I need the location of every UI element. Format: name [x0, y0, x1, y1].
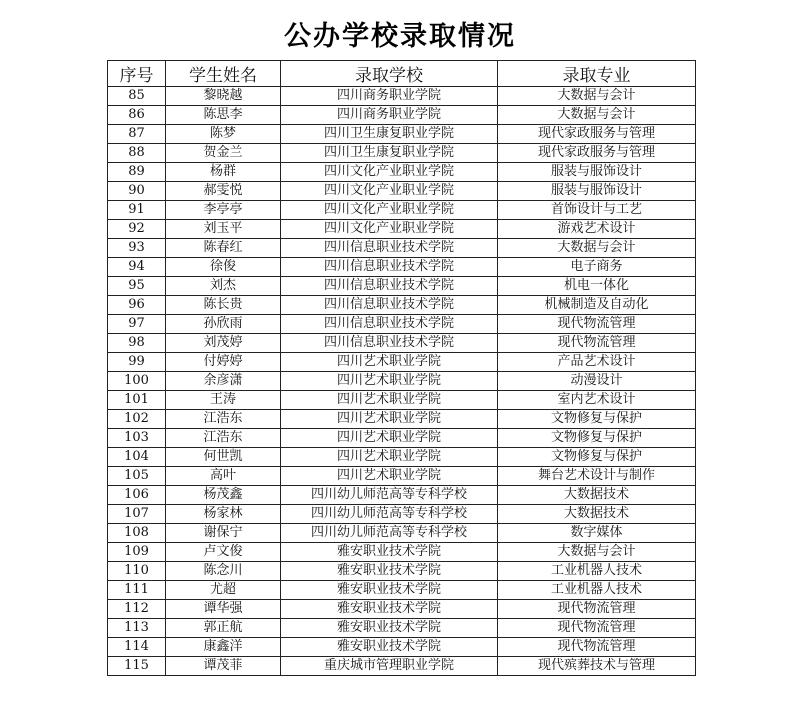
cell-serial-number: 111 [108, 581, 166, 600]
cell-admitted-school: 四川艺术职业学院 [281, 391, 498, 410]
cell-student-name: 刘茂婷 [166, 334, 281, 353]
cell-serial-number: 92 [108, 220, 166, 239]
cell-student-name: 高叶 [166, 467, 281, 486]
cell-student-name: 杨群 [166, 163, 281, 182]
cell-admitted-school: 四川艺术职业学院 [281, 467, 498, 486]
cell-student-name: 贺金兰 [166, 144, 281, 163]
cell-admitted-school: 四川信息职业技术学院 [281, 239, 498, 258]
cell-admitted-major: 产品艺术设计 [498, 353, 696, 372]
cell-serial-number: 87 [108, 125, 166, 144]
cell-student-name: 黎晓越 [166, 87, 281, 106]
cell-admitted-school: 雅安职业技术学院 [281, 619, 498, 638]
cell-student-name: 杨茂鑫 [166, 486, 281, 505]
cell-serial-number: 108 [108, 524, 166, 543]
cell-serial-number: 107 [108, 505, 166, 524]
cell-admitted-major: 首饰设计与工艺 [498, 201, 696, 220]
cell-serial-number: 115 [108, 657, 166, 676]
table-row [108, 562, 696, 581]
cell-student-name: 谭茂菲 [166, 657, 281, 676]
cell-student-name: 陈念川 [166, 562, 281, 581]
table-row [108, 296, 696, 315]
table-row [108, 315, 696, 334]
cell-serial-number: 103 [108, 429, 166, 448]
cell-admitted-major: 工业机器人技术 [498, 581, 696, 600]
header-admitted-school: 录取学校 [281, 61, 498, 87]
table-row [108, 163, 696, 182]
cell-serial-number: 90 [108, 182, 166, 201]
cell-serial-number: 97 [108, 315, 166, 334]
cell-admitted-major: 现代物流管理 [498, 600, 696, 619]
cell-admitted-school: 雅安职业技术学院 [281, 600, 498, 619]
table-body [108, 87, 696, 676]
cell-student-name: 王涛 [166, 391, 281, 410]
cell-student-name: 卢文俊 [166, 543, 281, 562]
cell-admitted-school: 四川艺术职业学院 [281, 372, 498, 391]
cell-student-name: 何世凯 [166, 448, 281, 467]
cell-admitted-major: 工业机器人技术 [498, 562, 696, 581]
cell-admitted-major: 数字媒体 [498, 524, 696, 543]
cell-admitted-school: 四川幼儿师范高等专科学校 [281, 505, 498, 524]
cell-admitted-major: 大数据与会计 [498, 239, 696, 258]
cell-admitted-major: 大数据与会计 [498, 87, 696, 106]
cell-student-name: 付婷婷 [166, 353, 281, 372]
cell-admitted-school: 四川文化产业职业学院 [281, 182, 498, 201]
cell-serial-number: 100 [108, 372, 166, 391]
cell-student-name: 刘玉平 [166, 220, 281, 239]
cell-admitted-school: 四川幼儿师范高等专科学校 [281, 486, 498, 505]
cell-admitted-major: 机电一体化 [498, 277, 696, 296]
cell-admitted-major: 服装与服饰设计 [498, 182, 696, 201]
cell-student-name: 尤超 [166, 581, 281, 600]
table-row [108, 144, 696, 163]
cell-serial-number: 98 [108, 334, 166, 353]
cell-admitted-school: 四川信息职业技术学院 [281, 334, 498, 353]
cell-student-name: 郭正航 [166, 619, 281, 638]
table-header [108, 61, 696, 87]
cell-admitted-major: 文物修复与保护 [498, 429, 696, 448]
cell-admitted-school: 雅安职业技术学院 [281, 543, 498, 562]
cell-admitted-major: 现代物流管理 [498, 315, 696, 334]
table-row [108, 87, 696, 106]
cell-admitted-major: 大数据与会计 [498, 106, 696, 125]
cell-serial-number: 110 [108, 562, 166, 581]
cell-student-name: 陈梦 [166, 125, 281, 144]
table-row [108, 543, 696, 562]
table-row [108, 410, 696, 429]
cell-admitted-major: 机械制造及自动化 [498, 296, 696, 315]
table-row [108, 638, 696, 657]
page-title: 公办学校录取情况 [284, 21, 516, 52]
table-row [108, 429, 696, 448]
cell-admitted-major: 游戏艺术设计 [498, 220, 696, 239]
table-row [108, 334, 696, 353]
header-student-name: 学生姓名 [166, 61, 281, 87]
table-row [108, 125, 696, 144]
cell-serial-number: 109 [108, 543, 166, 562]
cell-admitted-major: 电子商务 [498, 258, 696, 277]
cell-admitted-major: 文物修复与保护 [498, 410, 696, 429]
table-row [108, 467, 696, 486]
cell-admitted-major: 现代家政服务与管理 [498, 144, 696, 163]
cell-student-name: 余彦潇 [166, 372, 281, 391]
cell-admitted-school: 四川文化产业职业学院 [281, 163, 498, 182]
cell-admitted-school: 四川信息职业技术学院 [281, 315, 498, 334]
cell-serial-number: 86 [108, 106, 166, 125]
cell-admitted-major: 现代物流管理 [498, 619, 696, 638]
cell-serial-number: 85 [108, 87, 166, 106]
cell-admitted-school: 四川卫生康复职业学院 [281, 144, 498, 163]
cell-student-name: 杨家林 [166, 505, 281, 524]
cell-student-name: 刘杰 [166, 277, 281, 296]
cell-admitted-school: 雅安职业技术学院 [281, 581, 498, 600]
table-row [108, 581, 696, 600]
cell-admitted-school: 重庆城市管理职业学院 [281, 657, 498, 676]
cell-admitted-school: 四川艺术职业学院 [281, 448, 498, 467]
table-row [108, 448, 696, 467]
cell-student-name: 谢保宁 [166, 524, 281, 543]
cell-serial-number: 93 [108, 239, 166, 258]
cell-admitted-school: 四川卫生康复职业学院 [281, 125, 498, 144]
cell-student-name: 陈春红 [166, 239, 281, 258]
cell-student-name: 江浩东 [166, 410, 281, 429]
cell-admitted-school: 四川商务职业学院 [281, 87, 498, 106]
cell-student-name: 郝雯悦 [166, 182, 281, 201]
table-row [108, 106, 696, 125]
cell-admitted-major: 室内艺术设计 [498, 391, 696, 410]
table-row [108, 486, 696, 505]
cell-serial-number: 89 [108, 163, 166, 182]
cell-serial-number: 96 [108, 296, 166, 315]
cell-admitted-school: 四川艺术职业学院 [281, 353, 498, 372]
cell-serial-number: 95 [108, 277, 166, 296]
cell-student-name: 孙欣雨 [166, 315, 281, 334]
cell-admitted-school: 四川信息职业技术学院 [281, 296, 498, 315]
table-row [108, 277, 696, 296]
cell-admitted-major: 现代殡葬技术与管理 [498, 657, 696, 676]
table-row [108, 619, 696, 638]
cell-serial-number: 99 [108, 353, 166, 372]
cell-admitted-school: 四川文化产业职业学院 [281, 220, 498, 239]
cell-admitted-major: 服装与服饰设计 [498, 163, 696, 182]
cell-student-name: 康鑫洋 [166, 638, 281, 657]
table-row [108, 258, 696, 277]
cell-serial-number: 104 [108, 448, 166, 467]
admissions-table [107, 60, 696, 676]
cell-admitted-major: 舞台艺术设计与制作 [498, 467, 696, 486]
cell-serial-number: 114 [108, 638, 166, 657]
cell-serial-number: 88 [108, 144, 166, 163]
table-row [108, 600, 696, 619]
cell-student-name: 李亭亭 [166, 201, 281, 220]
cell-admitted-major: 文物修复与保护 [498, 448, 696, 467]
cell-admitted-school: 四川艺术职业学院 [281, 410, 498, 429]
cell-admitted-major: 现代物流管理 [498, 334, 696, 353]
cell-admitted-major: 现代家政服务与管理 [498, 125, 696, 144]
cell-serial-number: 106 [108, 486, 166, 505]
cell-admitted-major: 大数据技术 [498, 505, 696, 524]
table-row [108, 201, 696, 220]
cell-serial-number: 112 [108, 600, 166, 619]
cell-serial-number: 91 [108, 201, 166, 220]
cell-admitted-major: 大数据与会计 [498, 543, 696, 562]
cell-serial-number: 94 [108, 258, 166, 277]
cell-admitted-school: 四川幼儿师范高等专科学校 [281, 524, 498, 543]
cell-admitted-major: 现代物流管理 [498, 638, 696, 657]
cell-serial-number: 105 [108, 467, 166, 486]
cell-serial-number: 113 [108, 619, 166, 638]
cell-admitted-major: 动漫设计 [498, 372, 696, 391]
header-row [108, 61, 696, 87]
cell-admitted-school: 雅安职业技术学院 [281, 562, 498, 581]
table-row [108, 353, 696, 372]
header-serial-number: 序号 [108, 61, 166, 87]
cell-admitted-major: 大数据技术 [498, 486, 696, 505]
cell-admitted-school: 四川信息职业技术学院 [281, 258, 498, 277]
cell-admitted-school: 四川商务职业学院 [281, 106, 498, 125]
table-row [108, 239, 696, 258]
cell-admitted-school: 四川文化产业职业学院 [281, 201, 498, 220]
cell-student-name: 江浩东 [166, 429, 281, 448]
header-admitted-major: 录取专业 [498, 61, 696, 87]
cell-admitted-school: 四川艺术职业学院 [281, 429, 498, 448]
table-row [108, 524, 696, 543]
table-row [108, 220, 696, 239]
cell-serial-number: 101 [108, 391, 166, 410]
cell-admitted-school: 四川信息职业技术学院 [281, 277, 498, 296]
cell-student-name: 谭华强 [166, 600, 281, 619]
table-row [108, 505, 696, 524]
table-row [108, 391, 696, 410]
cell-student-name: 徐俊 [166, 258, 281, 277]
cell-serial-number: 102 [108, 410, 166, 429]
cell-student-name: 陈思李 [166, 106, 281, 125]
table-row [108, 657, 696, 676]
table-row [108, 182, 696, 201]
cell-admitted-school: 雅安职业技术学院 [281, 638, 498, 657]
table-row [108, 372, 696, 391]
cell-student-name: 陈长贵 [166, 296, 281, 315]
